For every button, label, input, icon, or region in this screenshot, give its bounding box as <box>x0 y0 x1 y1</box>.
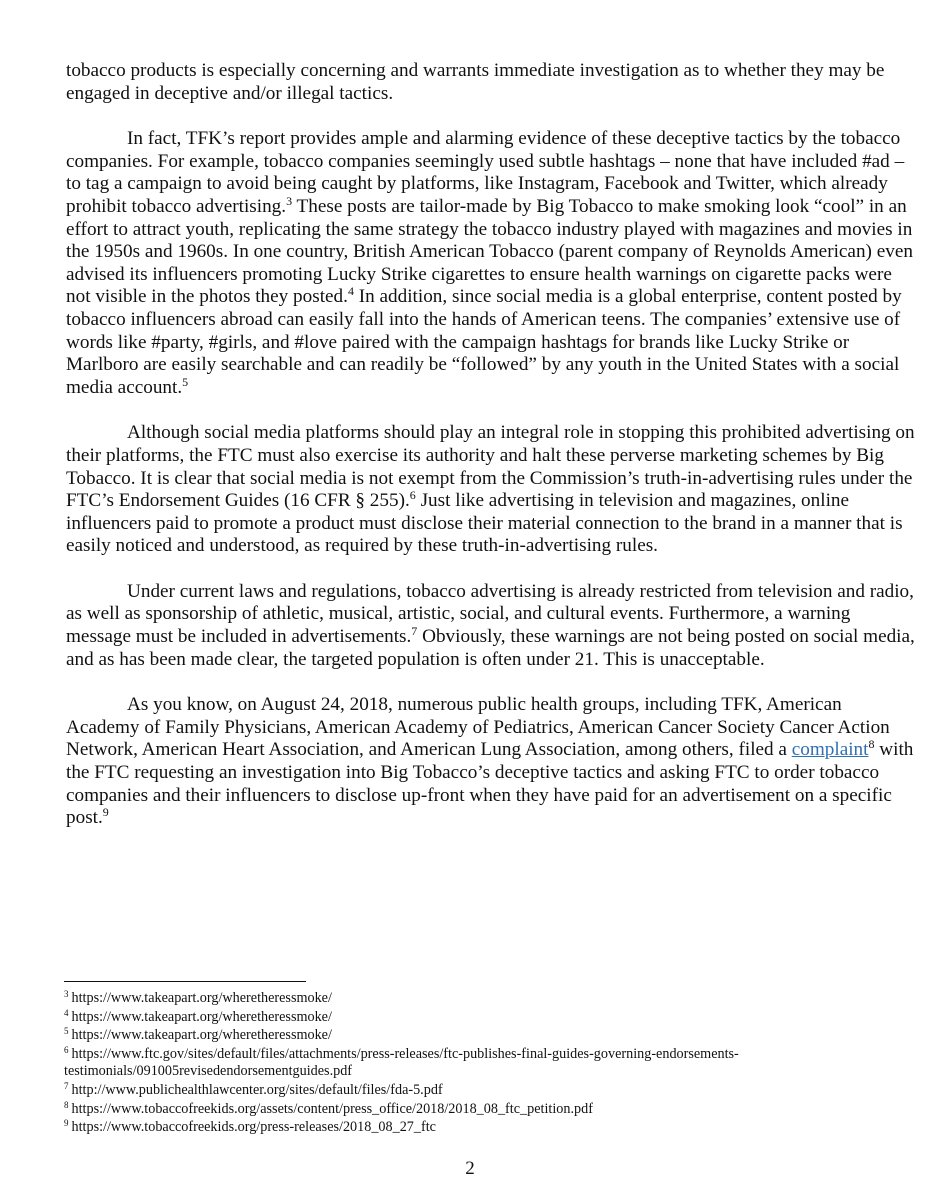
footnote-6 <box>64 1046 924 1081</box>
paragraph-text: In fact, TFK’s report provides ample and alarming evidence of these deceptive tactics by the tobacco companies. For example, tobacco companies seemingly used subtle hashtags – none that have included #ad – to tag a campaign to avoid being caught by platforms, like Instagram, Facebook and Twitter, which already prohibit tobacco advertising. <box>66 128 905 217</box>
footnote-8 <box>64 1101 924 1119</box>
footnote-url: https://www.takeapart.org/wheretheressmoke/ <box>71 1008 332 1025</box>
page-number: 2 <box>465 1158 475 1179</box>
footnote-number: 5 <box>64 1026 69 1037</box>
complaint-link[interactable]: complaint <box>791 739 869 761</box>
footnote-ref-7: 7 <box>411 624 418 639</box>
paragraph-text: Obviously, these warnings are not being posted on social media, and as has been made clear, the targeted population is often under 21. This is unacceptable. <box>66 626 915 670</box>
footnote-number: 3 <box>64 989 69 999</box>
footnote-ref-5: 5 <box>182 374 189 389</box>
footnote-number: 4 <box>64 1007 69 1018</box>
paragraph-text: Although social media platforms should play an integral role in stopping this prohibited advertising on their platforms, the FTC must also exercise its authority and halt these perverse marketing schemes by Big Tobacco. It is clear that social media is not exempt from the Commission’s truth-in-advertising rules under the FTC’s Endorsement Guides (16 CFR § 255). <box>66 422 915 512</box>
footnote-ref-4: 4 <box>347 284 354 299</box>
footnote-number: 7 <box>64 1080 69 1091</box>
paragraph-text: with the FTC requesting an investigation into Big Tobacco’s deceptive tactics and asking FTC to order tobacco companies and their influencers to disclose up-front when they have paid for an advertisement on a specific post. <box>66 739 914 829</box>
footnote-url: https://www.ftc.gov/sites/default/files/attachments/press-releases/ftc-publishes-final-guides-governing-endorsements-testimonials/091005revisedendorsementguides.pdf <box>64 1045 739 1080</box>
footnote-ref-6: 6 <box>409 488 416 503</box>
footnote-number: 6 <box>64 1044 69 1055</box>
paragraph-text: Just like advertising in television and magazines, online influencers paid to promote a product must disclose their material connection to the brand in a manner that is easily noticed and understood, as required by these truth-in-advertising rules. <box>66 490 903 557</box>
paragraph-complaint <box>66 694 916 830</box>
footnotes <box>64 990 924 1138</box>
footnote-ref-8: 8 <box>868 737 875 752</box>
paragraph-text: These posts are tailor-made by Big Tobacco to make smoking look “cool” in an effort to attract youth, replicating the same strategy the tobacco industry played with magazines and movies in the 1950s and 1960s. In one country, British American Tobacco (parent company of Reynolds American) even advised its influencers promoting Lucky Strike cigarettes to ensure health warnings on cigarette packs were not visible in the photos they posted. <box>66 195 913 308</box>
footnote-4 <box>64 1009 924 1027</box>
footnote-url: https://www.tobaccofreekids.org/assets/content/press_office/2018/2018_08_ftc_petition.pdf <box>71 1100 593 1117</box>
paragraph-text: tobacco products is especially concerning and warrants immediate investigation as to whether they may be engaged in deceptive and/or illegal tactics. <box>66 60 885 104</box>
paragraph-social-media <box>66 422 916 558</box>
body-text <box>66 60 916 853</box>
footnote-7 <box>64 1082 924 1100</box>
footnote-3 <box>64 990 924 1008</box>
paragraph-text: In addition, since social media is a global enterprise, content posted by tobacco influencers abroad can easily fall into the hands of American teens. The companies’ extensive use of words like #party, #girls, and #love paired with the campaign hashtags for brands like Lucky Strike or Marlboro are easily searchable and can readily be “followed” by any youth in the United States with a social media account. <box>66 286 902 398</box>
footnote-url: http://www.publichealthlawcenter.org/sites/default/files/fda-5.pdf <box>71 1081 443 1098</box>
paragraph-current-laws <box>66 581 916 671</box>
paragraph-deceptive-tactics <box>66 128 916 399</box>
footnote-url: https://www.takeapart.org/wheretheressmoke/ <box>71 1027 332 1044</box>
footnote-9 <box>64 1119 924 1137</box>
footnote-url: https://www.tobaccofreekids.org/press-releases/2018_08_27_ftc <box>71 1119 436 1136</box>
footnote-number: 9 <box>64 1118 69 1129</box>
paragraph-text: Under current laws and regulations, tobacco advertising is already restricted from television and radio, as well as sponsorship of athletic, musical, artistic, social, and cultural events. Furthermore, a warning message must be included in advertisements. <box>66 580 914 648</box>
paragraph-text: As you know, on August 24, 2018, numerous public health groups, including TFK, American Academy of Family Physicians, American Academy of Pediatrics, American Cancer Society Cancer Action Network, American Heart Association, and American Lung Association, among others, filed a <box>66 694 890 761</box>
footnote-ref-9: 9 <box>102 805 109 820</box>
footnote-5 <box>64 1027 924 1045</box>
paragraph-continuation <box>66 60 916 105</box>
footnote-number: 8 <box>64 1099 69 1110</box>
footnote-divider <box>64 981 306 982</box>
footnote-url: https://www.takeapart.org/wheretheressmoke/ <box>71 990 332 1006</box>
footnote-ref-3: 3 <box>286 193 293 208</box>
